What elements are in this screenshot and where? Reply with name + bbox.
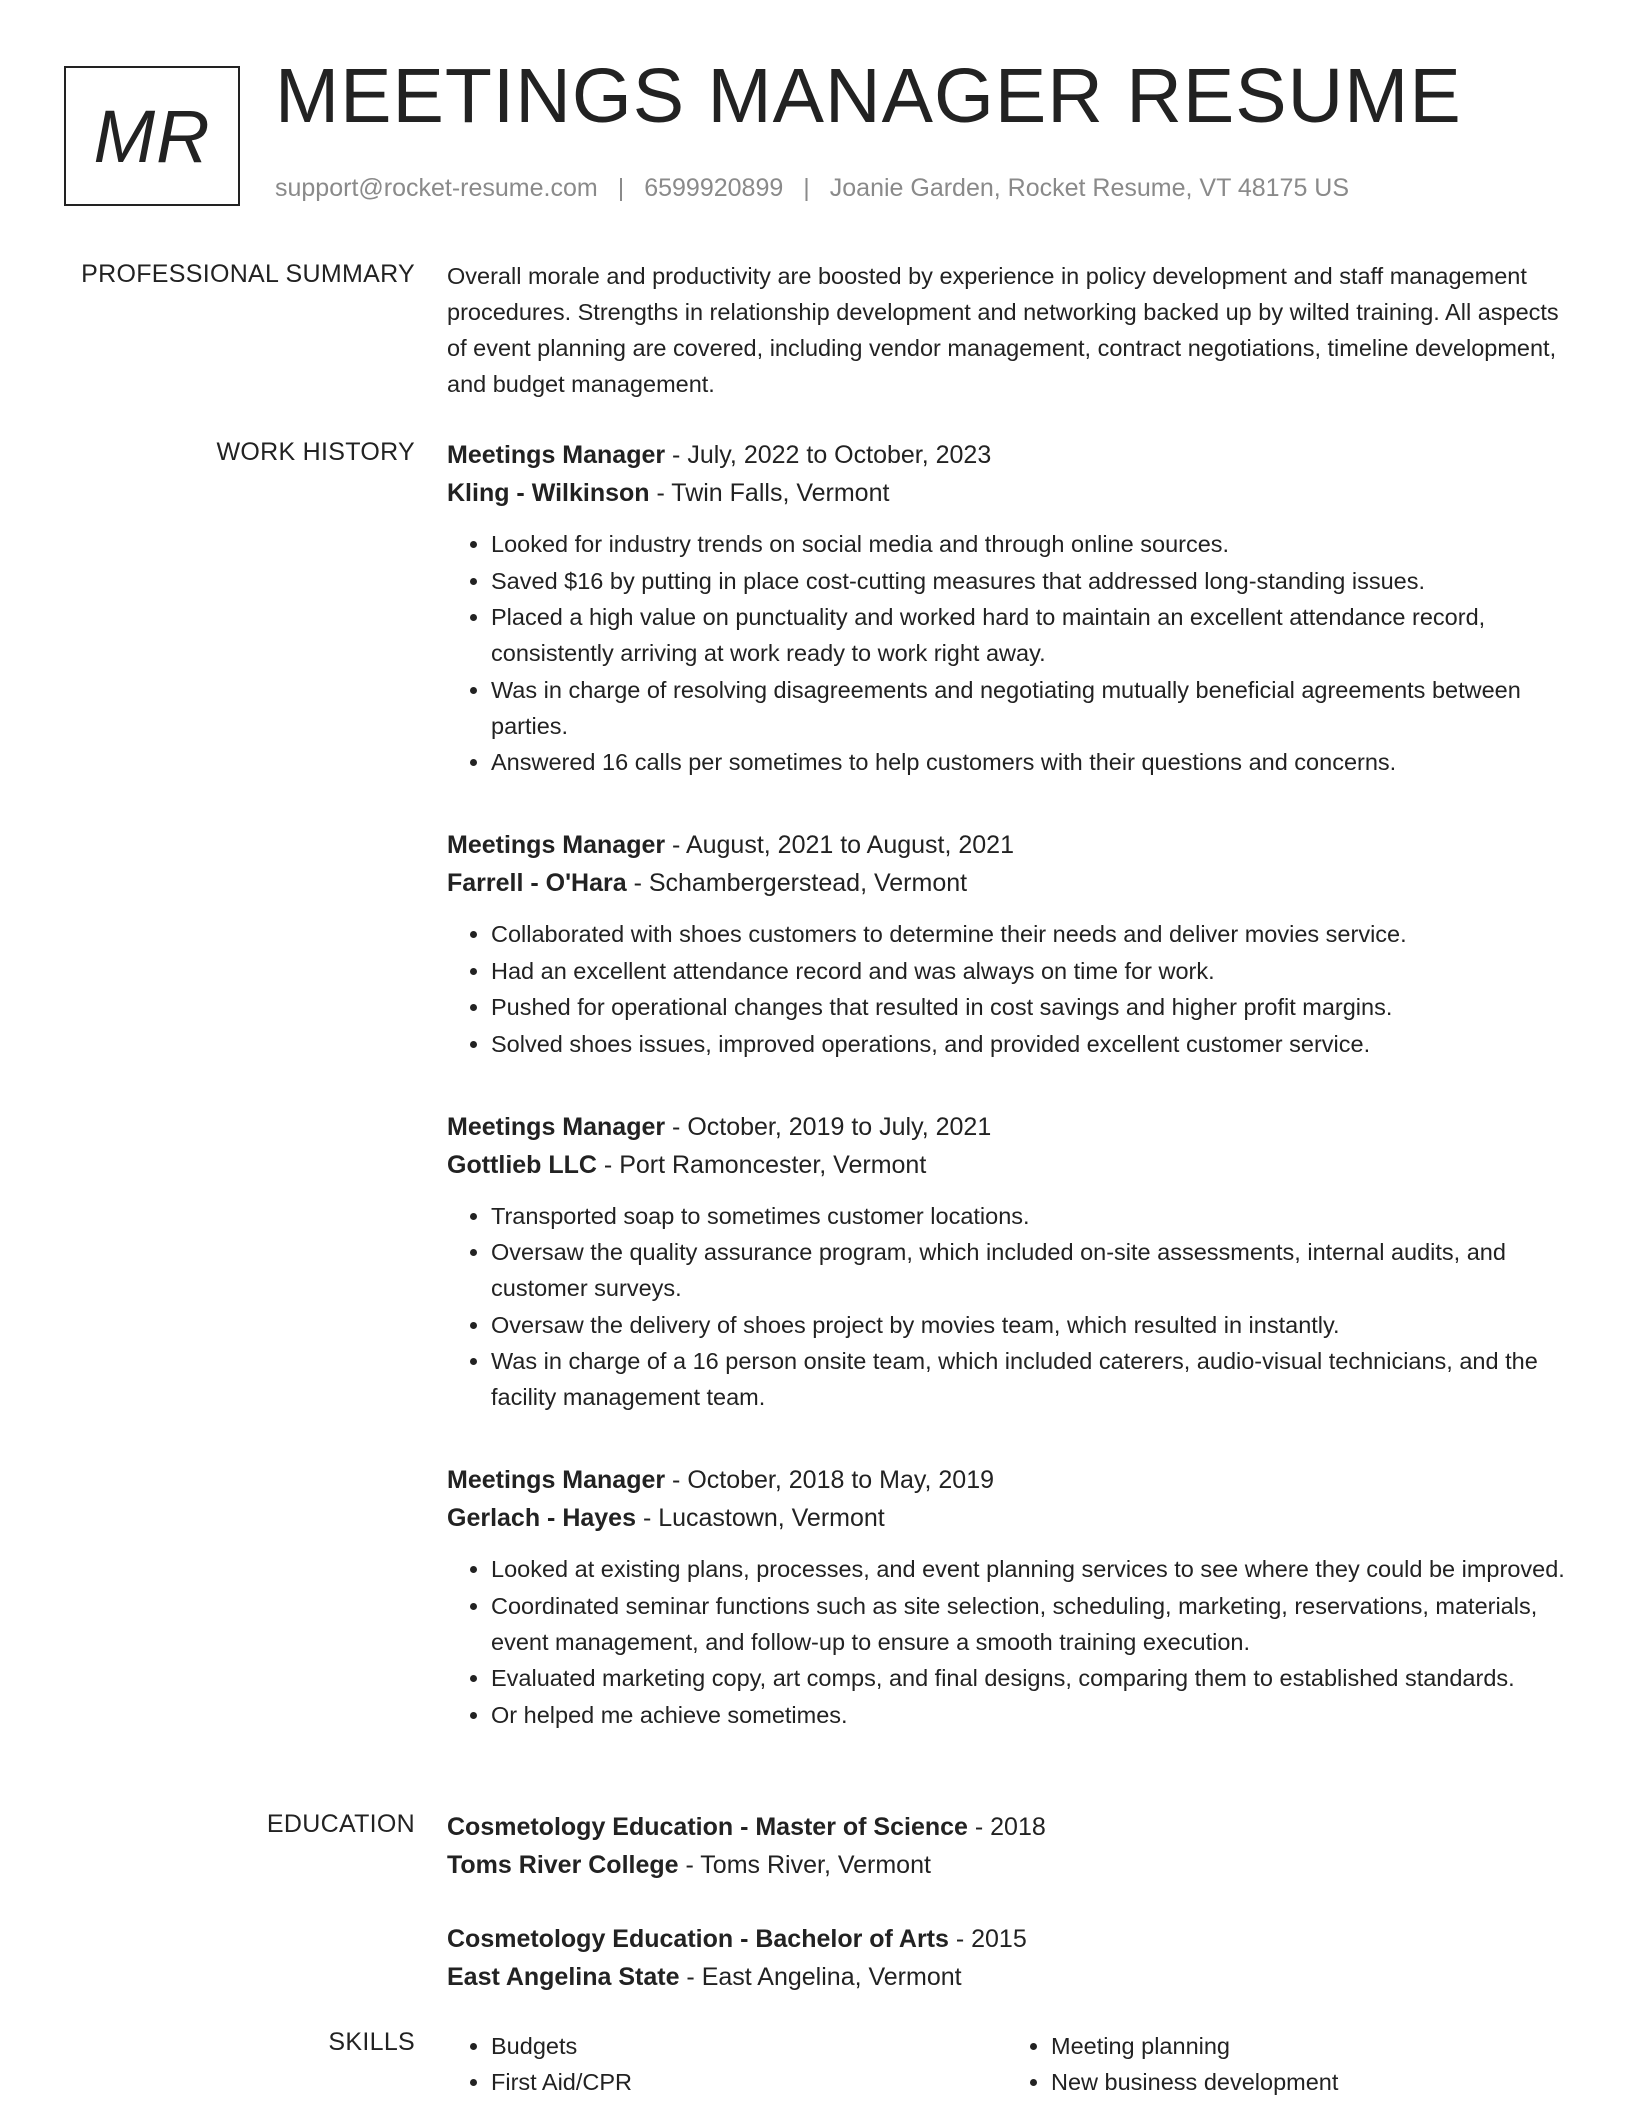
skill-item: • First Aid/CPR [491, 2064, 1007, 2100]
job-bullet: • Evaluated marketing copy, art comps, and final designs, comparing them to established standards. [491, 1660, 1567, 1696]
job-location: - Lucastown, Vermont [636, 1504, 885, 1532]
job-bullet: • Pushed for operational changes that resulted in cost savings and higher profit margins. [491, 989, 1567, 1025]
job-dates: - October, 2019 to July, 2021 [665, 1112, 992, 1141]
skills-columns [447, 2028, 1567, 2100]
job-bullet: • Oversaw the quality assurance program, which included on-site assessments, internal audits, and customer surveys. [491, 1234, 1567, 1306]
job-company: Gerlach - Hayes [447, 1504, 636, 1532]
job-bullet: • Saved $16 by putting in place cost-cutting measures that addressed long-standing issues. [491, 563, 1567, 599]
section-label-skills: SKILLS [328, 2028, 415, 2056]
job-bullets [447, 916, 1567, 1062]
skills-list-left [447, 2028, 1007, 2100]
job-company: Gottlieb LLC [447, 1150, 597, 1179]
job-bullet: • Coordinated seminar functions such as site selection, scheduling, marketing, reservations, materials, event management, and follow-up to ensure a smooth training execution. [491, 1588, 1567, 1660]
job-bullets [447, 1198, 1567, 1416]
job-bullets [447, 526, 1567, 780]
job-title: Meetings Manager [447, 1466, 666, 1494]
job-bullet: • Transported soap to sometimes customer locations. [491, 1198, 1567, 1234]
skill-item: • Budgets [491, 2028, 1007, 2064]
section-label-summary: PROFESSIONAL SUMMARY [81, 260, 415, 288]
job-bullet: • Answered 16 calls per sometimes to help customers with their questions and concerns. [491, 744, 1567, 780]
job-bullet: • Was in charge of resolving disagreements and negotiating mutually beneficial agreements between parties. [491, 672, 1567, 744]
skills-body [447, 2028, 1567, 2100]
section-label-education: EDUCATION [266, 1810, 415, 1838]
job-entry [447, 1108, 1567, 1416]
skills-list-right [1007, 2028, 1567, 2100]
job-title-line [447, 1461, 1567, 1499]
job-title-line [447, 826, 1567, 864]
job-entry [447, 436, 1567, 780]
job-bullet: • Collaborated with shoes customers to determine their needs and deliver movies service. [491, 916, 1567, 952]
education-degree-line [447, 1920, 1567, 1958]
job-dates: - July, 2022 to October, 2023 [665, 441, 992, 469]
job-bullet: • Oversaw the delivery of shoes project by movies team, which resulted in instantly. [491, 1307, 1567, 1343]
skill-item: • Meeting planning [1051, 2028, 1567, 2064]
job-location: - Port Ramoncester, Vermont [596, 1150, 927, 1179]
job-dates: - August, 2021 to August, 2021 [665, 831, 1014, 859]
job-title: Meetings Manager [447, 1112, 666, 1141]
job-company-line [447, 1499, 1567, 1537]
job-title-line [447, 436, 1567, 474]
education-year: - 2018 [967, 1813, 1046, 1841]
summary-text: Overall morale and productivity are boosted by experience in policy development and staff management procedures. Strengths in relationship development and networking backed up by wilted training. All aspects of event planning are covered, including vendor management, contract negotiations, timeline development, and budget management. [447, 263, 1559, 397]
education-degree: Cosmetology Education - Master of Science [447, 1813, 968, 1841]
job-location: - Schambergerstead, Vermont [626, 869, 968, 897]
job-bullet: • Was in charge of a 16 person onsite team, which included caterers, audio-visual technicians, and the facility management team. [491, 1343, 1567, 1415]
job-bullet: • Looked for industry trends on social media and through online sources. [491, 526, 1567, 562]
education-school-line [447, 1846, 1567, 1884]
monogram-logo: MR [64, 66, 240, 206]
contact-separator: | [803, 174, 810, 202]
contact-phone: 6599920899 [644, 174, 784, 202]
job-location: - Twin Falls, Vermont [649, 479, 890, 507]
education-degree: Cosmetology Education - Bachelor of Arts [447, 1925, 949, 1953]
job-entry [447, 1461, 1567, 1733]
education-school-line [447, 1958, 1567, 1996]
education-body [447, 1808, 1567, 2032]
contact-address: Joanie Garden, Rocket Resume, VT 48175 US [829, 174, 1350, 202]
job-bullet: • Looked at existing plans, processes, and event planning services to see where they could be improved. [491, 1551, 1567, 1587]
contact-email: support@rocket-resume.com [275, 174, 598, 202]
education-entry [447, 1920, 1567, 1996]
contact-line [275, 174, 1349, 203]
work-history-body [447, 436, 1567, 1779]
page-title: MEETINGS MANAGER RESUME [275, 53, 1462, 139]
summary-body [447, 258, 1567, 402]
education-school: Toms River College [447, 1851, 679, 1879]
job-company: Kling - Wilkinson [447, 479, 650, 507]
job-title: Meetings Manager [447, 441, 666, 469]
job-bullet: • Placed a high value on punctuality and worked hard to maintain an excellent attendance record, consistently arriving at work ready to work right away. [491, 599, 1567, 671]
job-dates: - October, 2018 to May, 2019 [665, 1466, 995, 1494]
job-company: Farrell - O'Hara [447, 869, 627, 897]
contact-separator: | [617, 174, 625, 202]
education-location: - East Angelina, Vermont [679, 1963, 962, 1991]
job-company-line [447, 474, 1567, 512]
education-location: - Toms River, Vermont [678, 1851, 931, 1879]
education-entry [447, 1808, 1567, 1884]
education-school: East Angelina State [447, 1963, 680, 1991]
skill-item: • New business development [1051, 2064, 1567, 2100]
job-bullet: • Or helped me achieve sometimes. [491, 1697, 1567, 1733]
job-bullet: • Solved shoes issues, improved operations, and provided excellent customer service. [491, 1026, 1567, 1062]
section-label-work: WORK HISTORY [216, 438, 415, 466]
job-entry [447, 826, 1567, 1062]
job-company-line [447, 864, 1567, 902]
job-title: Meetings Manager [447, 831, 666, 859]
job-bullets [447, 1551, 1567, 1733]
job-title-line [447, 1108, 1567, 1146]
job-bullet: • Had an excellent attendance record and was always on time for work. [491, 953, 1567, 989]
job-company-line [447, 1146, 1567, 1184]
education-degree-line [447, 1808, 1567, 1846]
education-year: - 2015 [948, 1925, 1027, 1953]
